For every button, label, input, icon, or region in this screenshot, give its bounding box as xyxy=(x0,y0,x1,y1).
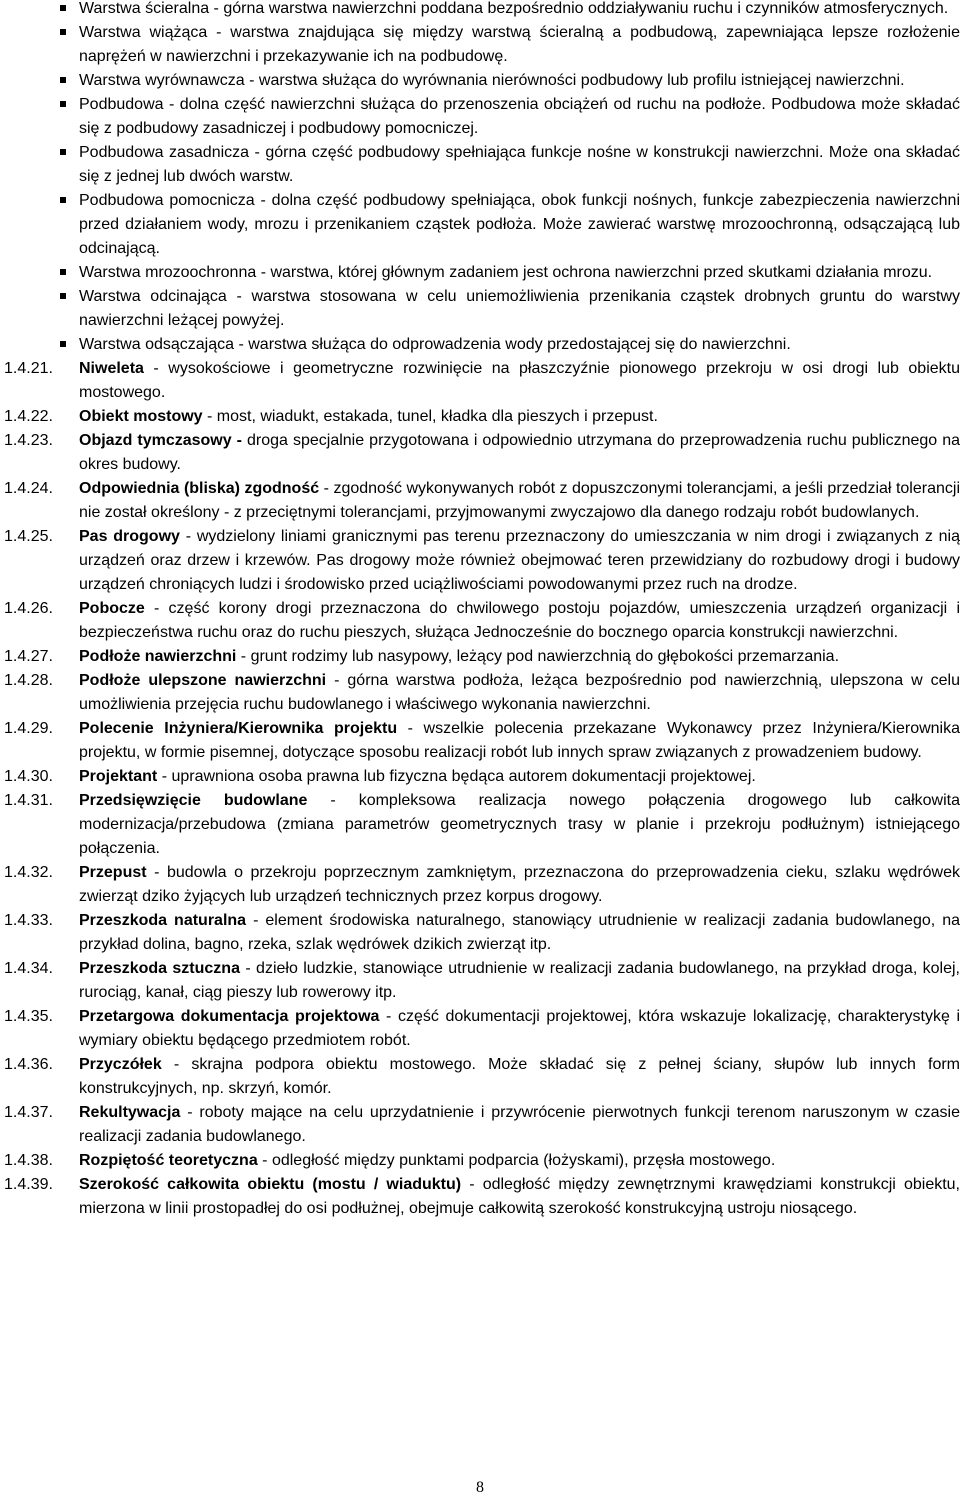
square-bullet-icon xyxy=(60,341,66,347)
definition-term: Pobocze xyxy=(79,600,145,617)
definition-term: Polecenie Inżyniera/Kierownika projektu xyxy=(79,720,398,737)
definition-number: 1.4.38. xyxy=(4,1152,53,1169)
definition-term: Szerokość całkowita obiektu (mostu / wiaduktu) xyxy=(79,1176,462,1193)
definition-1-4-23 xyxy=(0,429,960,477)
definition-number: 1.4.30. xyxy=(4,768,53,785)
definition-1-4-32 xyxy=(0,861,960,909)
definition-term: Pas drogowy xyxy=(79,528,180,545)
definition-text: - dzieło ludzkie, stanowiące utrudnienie w realizacji zadania budowlanego, na przykład droga, kolej, rurociąg, kanał, ciąg pieszy lub rowerowy itp. xyxy=(79,960,960,1001)
definition-1-4-30 xyxy=(0,765,960,789)
square-bullet-icon xyxy=(60,269,66,275)
definition-text: - odległość między zewnętrznymi krawędziami konstrukcji obiektu, mierzona w linii prostopadłej do osi podłużnej, obejmuje całkowitą szerokość konstrukcyjną ustroju niosącego. xyxy=(79,1176,960,1217)
definition-number: 1.4.31. xyxy=(4,792,53,809)
definition-text: - wydzielony liniami granicznymi pas terenu przeznaczony do umieszczania w nim drogi i związanych z nią urządzeń oraz drzew i krzewów. Pas drogowy może również obejmować teren przewidziany do rozbudowy drogi i budowy urządzeń chroniących ludzi i środowisko przed uciążliwościami powodowanymi przez ruch na drodze. xyxy=(79,528,960,593)
definition-1-4-26 xyxy=(0,597,960,645)
square-bullet-icon xyxy=(60,293,66,299)
definition-term: Obiekt mostowy xyxy=(79,408,203,425)
definition-number: 1.4.29. xyxy=(4,720,53,737)
definition-text: - most, wiadukt, estakada, tunel, kładka dla pieszych i przepust. xyxy=(202,408,658,425)
bullet-item: Warstwa wiążąca - warstwa znajdująca się między warstwą ścieralną a podbudową, zapewniająca lepsze rozłożenie naprężeń w nawierzchni i przekazywanie ich na podbudowę. xyxy=(0,21,960,69)
definition-number: 1.4.28. xyxy=(4,672,53,689)
definition-1-4-28 xyxy=(0,669,960,717)
definition-1-4-33 xyxy=(0,909,960,957)
definition-number: 1.4.39. xyxy=(4,1176,53,1193)
definition-text: - wszelkie polecenia przekazane Wykonawcy przez Inżyniera/Kierownika projektu, w formie pisemnej, dotyczące sposobu realizacji robót lub innych spraw związanych z prowadzeniem budowy. xyxy=(79,720,960,761)
definition-number: 1.4.26. xyxy=(4,600,53,617)
definition-term: Podłoże nawierzchni xyxy=(79,648,237,665)
definition-1-4-21 xyxy=(0,357,960,405)
definition-term: Podłoże ulepszone nawierzchni xyxy=(79,672,327,689)
definition-term: Przepust xyxy=(79,864,147,881)
square-bullet-icon xyxy=(60,197,66,203)
definition-term: Rozpiętość teoretyczna xyxy=(79,1152,258,1169)
definition-text: - część dokumentacji projektowej, która wskazuje lokalizację, charakterystykę i wymiary obiektu będącego przedmiotem robót. xyxy=(79,1008,960,1049)
bullet-item: Podbudowa zasadnicza - górna część podbudowy spełniająca funkcje nośne w konstrukcji nawierzchni. Może ona składać się z jednej lub dwóch warstw. xyxy=(0,141,960,189)
bullet-item: Warstwa ścieralna - górna warstwa nawierzchni poddana bezpośrednio oddziaływaniu ruchu i czynników atmosferycznych. xyxy=(0,0,960,21)
layer-bullet-list xyxy=(0,0,960,357)
definition-term: Objazd tymczasowy - xyxy=(79,432,242,449)
definition-1-4-29 xyxy=(0,717,960,765)
definition-number: 1.4.24. xyxy=(4,480,53,497)
definition-1-4-37 xyxy=(0,1101,960,1149)
definition-number: 1.4.34. xyxy=(4,960,53,977)
definition-1-4-38 xyxy=(0,1149,960,1173)
definition-text: - część korony drogi przeznaczona do chwilowego postoju pojazdów, umieszczenia urządzeń organizacji i bezpieczeństwa ruchu oraz do ruchu pieszych, służąca Jednocześnie do bocznego oparcia konstrukcji nawierzchni. xyxy=(79,600,960,641)
definition-1-4-27 xyxy=(0,645,960,669)
square-bullet-icon xyxy=(60,149,66,155)
definition-term: Rekultywacja xyxy=(79,1104,181,1121)
definition-number: 1.4.22. xyxy=(4,408,53,425)
square-bullet-icon xyxy=(60,5,66,11)
definition-text: - roboty mające na celu uprzydatnienie i przywrócenie pierwotnych funkcji terenom naruszonym w czasie realizacji zadania budowlanego. xyxy=(79,1104,960,1145)
definition-number: 1.4.27. xyxy=(4,648,53,665)
definition-number: 1.4.36. xyxy=(4,1056,53,1073)
square-bullet-icon xyxy=(60,101,66,107)
definition-1-4-35 xyxy=(0,1005,960,1053)
definition-1-4-24 xyxy=(0,477,960,525)
definition-text: - wysokościowe i geometryczne rozwinięcie na płaszczyźnie pionowego przekroju w osi drogi lub obiektu mostowego. xyxy=(79,360,960,401)
definition-text: - grunt rodzimy lub nasypowy, leżący pod nawierzchnią do głębokości przemarzania. xyxy=(236,648,840,665)
definition-1-4-39 xyxy=(0,1173,960,1221)
definition-term: Przeszkoda sztuczna xyxy=(79,960,240,977)
definition-term: Przedsięwzięcie budowlane xyxy=(79,792,308,809)
bullet-item: Warstwa mrozoochronna - warstwa, której głównym zadaniem jest ochrona nawierzchni przed skutkami działania mrozu. xyxy=(0,261,960,285)
definition-1-4-36 xyxy=(0,1053,960,1101)
definition-number: 1.4.23. xyxy=(4,432,53,449)
definition-text: - kompleksowa realizacja nowego połączenia drogowego lub całkowita modernizacja/przebudowa (zmiana parametrów geometrycznych trasy w planie i przekroju podłużnym) istniejącego połączenia. xyxy=(79,792,960,857)
definition-text: - odległość między punktami podparcia (łożyskami), przęsła mostowego. xyxy=(257,1152,776,1169)
definition-term: Projektant xyxy=(79,768,158,785)
definition-text: - budowla o przekroju poprzecznym zamkniętym, przeznaczona do przeprowadzenia cieku, szlaku wędrówek zwierząt dziko żyjących lub urządzeń technicznych przez korpus drogowy. xyxy=(79,864,960,905)
definition-term: Odpowiednia (bliska) zgodność xyxy=(79,480,320,497)
definition-text: - skrajna podpora obiektu mostowego. Może składać się z pełnej ściany, słupów lub innych form konstrukcyjnych, np. skrzyń, komór. xyxy=(79,1056,960,1097)
definition-1-4-34 xyxy=(0,957,960,1005)
definition-term: Przyczółek xyxy=(79,1056,162,1073)
definition-1-4-25 xyxy=(0,525,960,597)
definition-1-4-31 xyxy=(0,789,960,861)
bullet-item: Warstwa wyrównawcza - warstwa służąca do wyrównania nierówności podbudowy lub profilu istniejącej nawierzchni. xyxy=(0,69,960,93)
bullet-item: Warstwa odsączająca - warstwa służąca do odprowadzenia wody przedostającej się do nawierzchni. xyxy=(0,333,960,357)
definition-text: droga specjalnie przygotowana i odpowiednio utrzymana do przeprowadzenia ruchu publicznego na okres budowy. xyxy=(79,432,960,473)
square-bullet-icon xyxy=(60,29,66,35)
definition-number: 1.4.35. xyxy=(4,1008,53,1025)
definition-text: - element środowiska naturalnego, stanowiący utrudnienie w realizacji zadania budowlanego, na przykład dolina, bagno, rzeka, szlak wędrówek dzikich zwierząt itp. xyxy=(79,912,960,953)
definition-1-4-22 xyxy=(0,405,960,429)
definition-text: - zgodność wykonywanych robót z dopuszczonymi tolerancjami, a jeśli przedział tolerancji nie został określony - z przeciętnymi tolerancjami, przyjmowanymi zwyczajowo dla danego rodzaju robót budowlanych. xyxy=(79,480,960,521)
square-bullet-icon xyxy=(60,77,66,83)
bullet-item: Warstwa odcinająca - warstwa stosowana w celu uniemożliwienia przenikania cząstek drobnych gruntu do warstwy nawierzchni leżącej powyżej. xyxy=(0,285,960,333)
definition-term: Przetargowa dokumentacja projektowa xyxy=(79,1008,380,1025)
page-number: 8 xyxy=(476,1479,484,1496)
definition-number: 1.4.25. xyxy=(4,528,53,545)
definition-number: 1.4.21. xyxy=(4,360,53,377)
definition-number: 1.4.37. xyxy=(4,1104,53,1121)
definition-text: - górna warstwa podłoża, leżąca bezpośrednio pod nawierzchnią, ulepszona w celu umożliwienia przejęcia ruchu budowlanego i właściwego wykonania nawierzchni. xyxy=(79,672,960,713)
bullet-item: Podbudowa - dolna część nawierzchni służąca do przenoszenia obciążeń od ruchu na podłoże. Podbudowa może składać się z podbudowy zasadniczej i podbudowy pomocniczej. xyxy=(0,93,960,141)
definition-number: 1.4.33. xyxy=(4,912,53,929)
definition-number: 1.4.32. xyxy=(4,864,53,881)
definition-term: Niweleta xyxy=(79,360,144,377)
bullet-item: Podbudowa pomocnicza - dolna część podbudowy spełniająca, obok funkcji nośnych, funkcje zabezpieczenia nawierzchni przed działaniem wody, mrozu i przenikaniem cząstek podłoża. Może zawierać warstwę mrozoochronną, odsączającą lub odcinającą. xyxy=(0,189,960,261)
definition-term: Przeszkoda naturalna xyxy=(79,912,247,929)
definition-text: - uprawniona osoba prawna lub fizyczna będąca autorem dokumentacji projektowej. xyxy=(157,768,756,785)
